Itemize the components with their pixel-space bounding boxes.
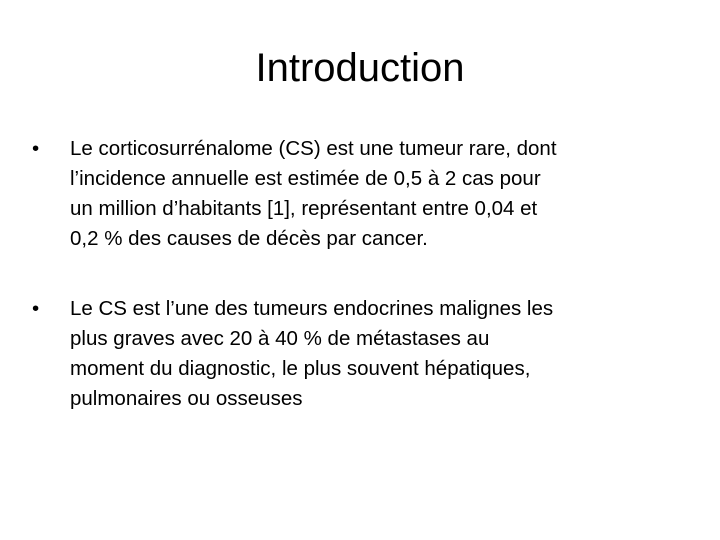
bullet-text-line: l’incidence annuelle est estimée de 0,5 à 2 cas pour <box>70 167 541 190</box>
slide-title: Introduction <box>255 46 465 90</box>
bullet-icon: • <box>32 297 40 320</box>
bullet-text-line: Le CS est l’une des tumeurs endocrines malignes les <box>70 297 554 320</box>
bullet-text-line: moment du diagnostic, le plus souvent hépatiques, <box>70 357 531 380</box>
bullet-text-line: Le corticosurrénalome (CS) est une tumeur rare, dont <box>70 137 557 160</box>
bullet-text-line: un million d’habitants [1], représentant entre 0,04 et <box>70 197 538 220</box>
bullet-icon: • <box>32 137 40 160</box>
bullet-item-incidence <box>32 134 692 254</box>
bullet-text-line: plus graves avec 20 à 40 % de métastases au <box>70 327 490 350</box>
bullet-text-line: pulmonaires ou osseuses <box>70 387 303 410</box>
bullet-text-line: 0,2 % des causes de décès par cancer. <box>70 227 428 250</box>
bullet-item-severity <box>32 294 692 414</box>
bullet-list <box>32 134 692 414</box>
